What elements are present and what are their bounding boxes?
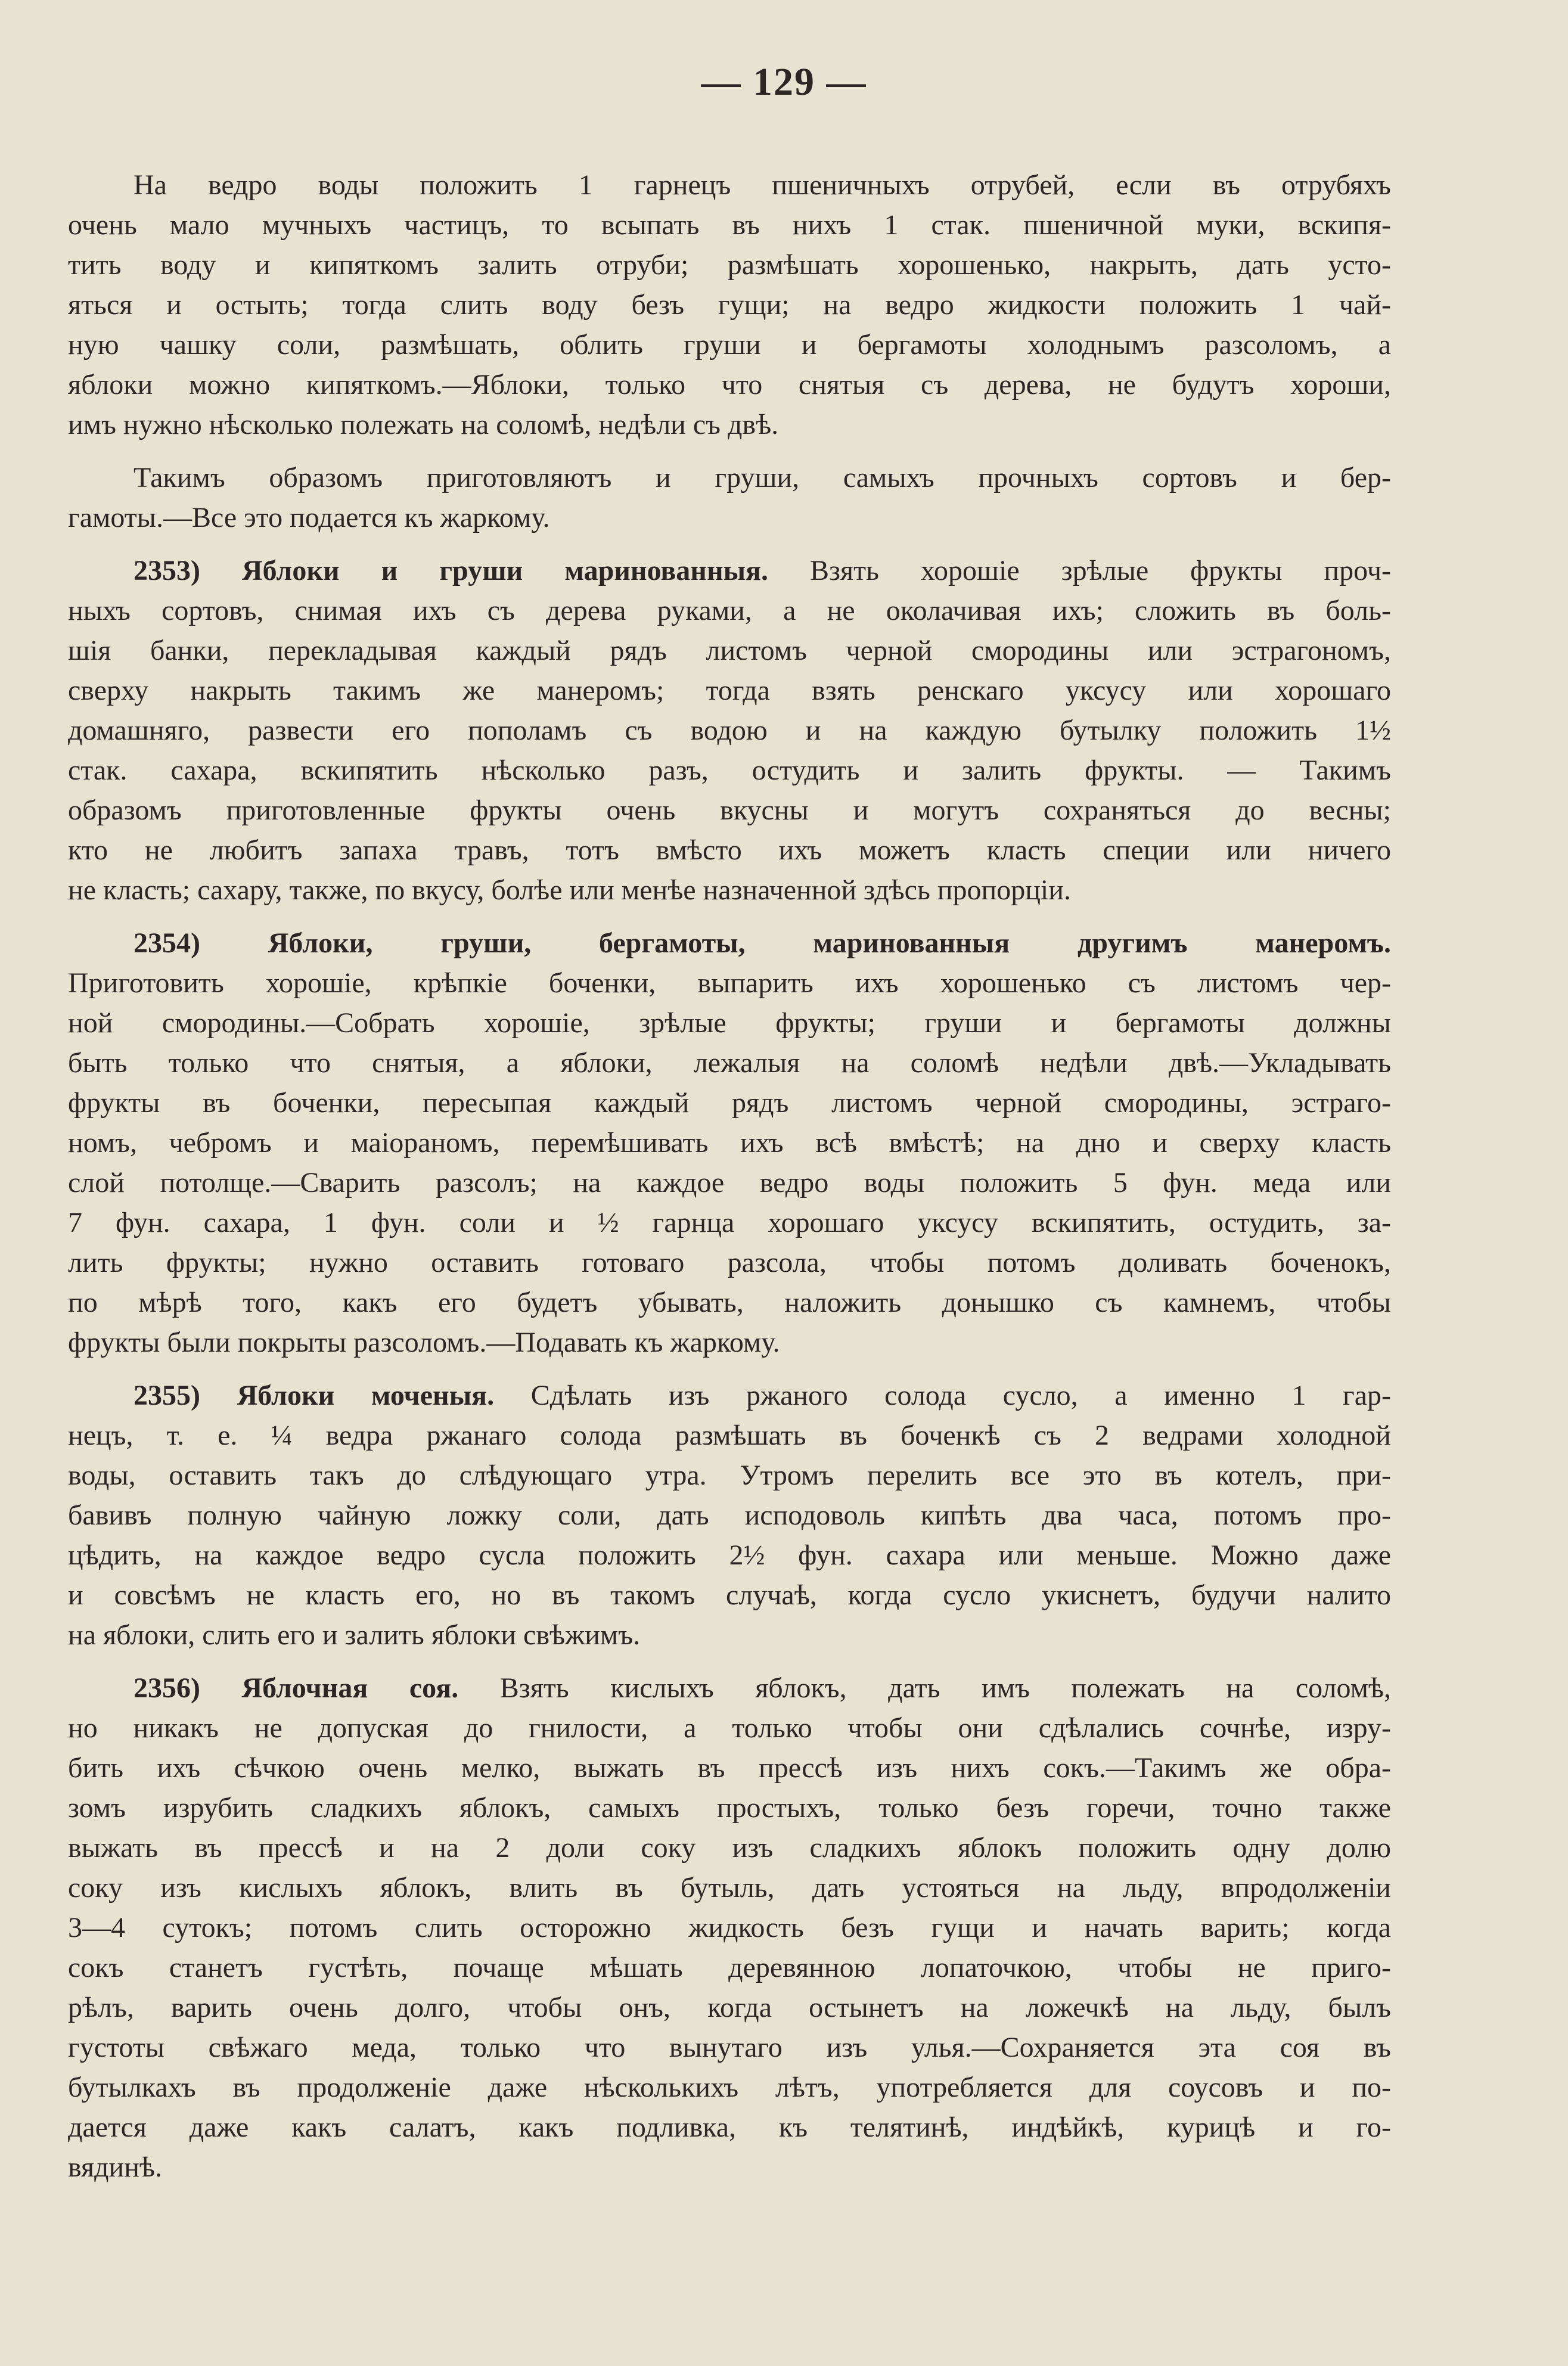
text-line (68, 1988, 1391, 2027)
recipe-title: 2354) Яблоки, груши, бергамоты, маринованныя другимъ манеромъ. (133, 927, 1391, 959)
line-text: фрукты въ боченки, пересыпая каждый рядъ листомъ черной смородины, эстраго- (68, 1087, 1391, 1119)
line-text: кто не любитъ запаха травъ, тотъ вмѣсто ихъ можетъ класть специи или ничего (68, 834, 1391, 866)
line-text: воды, оставить такъ до слѣдующаго утра. Утромъ перелить все это въ котелъ, при- (68, 1460, 1391, 1491)
text-line (68, 1708, 1391, 1748)
line-text: на яблоки, слить его и залить яблоки свѣжимъ. (68, 1619, 641, 1651)
text-line (68, 1375, 1391, 1415)
line-text: шія банки, перекладывая каждый рядъ листомъ черной смородины или эстрагономъ, (68, 635, 1391, 666)
line-text: номъ, чебромъ и маіораномъ, перемѣшивать ихъ всѣ вмѣстѣ; на дно и сверху класть (68, 1127, 1391, 1159)
text-line (68, 165, 1391, 205)
text-line (68, 2147, 1391, 2187)
line-text: и совсѣмъ не класть его, но въ такомъ случаѣ, когда сусло укиснетъ, будучи налито (68, 1579, 1391, 1611)
line-text: сверху накрыть такимъ же манеромъ; тогда взять ренскаго уксусу или хорошаго (68, 675, 1391, 706)
text-line (68, 1868, 1391, 1908)
line-text: фрукты были покрыты разсоломъ.—Подавать къ жаркому. (68, 1327, 780, 1358)
text-line (68, 551, 1391, 591)
line-text: рѣлъ, варить очень долго, чтобы онъ, когда остынетъ на ложечкѣ на льду, былъ (68, 1992, 1391, 2023)
line-text: образомъ приготовленные фрукты очень вкусны и могутъ сохраняться до весны; (68, 794, 1391, 826)
text-line (68, 365, 1391, 405)
paragraph (68, 551, 1391, 910)
text-line (68, 1748, 1391, 1788)
text-line (68, 1283, 1391, 1322)
text-line (68, 1575, 1391, 1615)
text-line (68, 1455, 1391, 1495)
paragraph (68, 165, 1391, 445)
paragraph (68, 458, 1391, 538)
line-text: 3—4 сутокъ; потомъ слить осторожно жидкость безъ гущи и начать варить; когда (68, 1912, 1391, 1943)
text-line (68, 670, 1391, 710)
line-text: быть только что снятыя, а яблоки, лежалыя на соломѣ недѣли двѣ.—Укладывать (68, 1047, 1391, 1079)
text-line (68, 2107, 1391, 2147)
text-line (68, 591, 1391, 631)
text-line (68, 1203, 1391, 1243)
line-text: 7 фун. сахара, 1 фун. соли и ½ гарнца хорошаго уксусу вскипятить, остудить, за- (68, 1207, 1391, 1238)
body-text (68, 165, 1391, 2200)
line-text: выжать въ прессѣ и на 2 доли соку изъ сладкихъ яблокъ положить одну долю (68, 1832, 1391, 1864)
line-text: дается даже какъ салатъ, какъ подливка, къ телятинѣ, индѣйкѣ, курицѣ и го- (68, 2112, 1391, 2143)
line-text: бавивъ полную чайную ложку соли, дать исподоволь кипѣть два часа, потомъ про- (68, 1499, 1391, 1531)
paragraph (68, 1668, 1391, 2187)
line-text: бить ихъ сѣчкою очень мелко, выжать въ прессѣ изъ нихъ сокъ.—Такимъ же обра- (68, 1752, 1391, 1784)
line-text: гамоты.—Все это подается къ жаркому. (68, 502, 550, 533)
line-text: зомъ изрубить сладкихъ яблокъ, самыхъ простыхъ, только безъ горечи, точно также (68, 1792, 1391, 1824)
line-text: ной смородины.—Собрать хорошіе, зрѣлые фрукты; груши и бергамоты должны (68, 1007, 1391, 1039)
line-text: Приготовить хорошіе, крѣпкіе боченки, выпарить ихъ хорошенько съ листомъ чер- (68, 967, 1391, 999)
text-line (68, 1083, 1391, 1123)
text-line (68, 285, 1391, 325)
line-text: соку изъ кислыхъ яблокъ, влить въ бутыль, дать устояться на льду, впродолженіи (68, 1872, 1391, 1904)
text-line (68, 1495, 1391, 1535)
line-text: яться и остыть; тогда слить воду безъ гущи; на ведро жидкости положить 1 чай- (68, 289, 1391, 321)
paragraph (68, 1375, 1391, 1655)
text-line (68, 1043, 1391, 1083)
text-line (68, 1003, 1391, 1043)
text-line (68, 1668, 1391, 1708)
line-text: по мѣрѣ того, какъ его будетъ убывать, наложить донышко съ камнемъ, чтобы (68, 1287, 1391, 1318)
text-line (68, 1615, 1391, 1655)
text-line (68, 870, 1391, 910)
text-line (68, 1908, 1391, 1948)
text-line (68, 750, 1391, 790)
text-line (68, 631, 1391, 670)
text-line (68, 1322, 1391, 1362)
line-text: очень мало мучныхъ частицъ, то всыпать въ нихъ 1 стак. пшеничной муки, вскипя- (68, 209, 1391, 241)
line-text: ную чашку соли, размѣшать, облить груши и бергамоты холоднымъ разсоломъ, а (68, 329, 1391, 361)
text-line (68, 923, 1391, 963)
text-line (68, 2027, 1391, 2067)
line-text: Взять хорошіе зрѣлые фрукты проч- (810, 555, 1391, 586)
recipe-title: 2355) Яблоки моченыя. (133, 1380, 495, 1411)
line-text: густоты свѣжаго меда, только что вынутаго изъ улья.—Сохраняется эта соя въ (68, 2032, 1391, 2063)
text-line (68, 1163, 1391, 1203)
text-line (68, 710, 1391, 750)
line-text: лить фрукты; нужно оставить готоваго разсола, чтобы потомъ доливать боченокъ, (68, 1247, 1391, 1278)
text-line (68, 1788, 1391, 1828)
line-text: бутылкахъ въ продолженіе даже нѣсколькихъ лѣтъ, употребляется для соусовъ и по- (68, 2072, 1391, 2103)
recipe-title: 2356) Яблочная соя. (133, 1672, 459, 1704)
line-text: цѣдить, на каждое ведро сусла положить 2½ фун. сахара или меньше. Можно даже (68, 1539, 1391, 1571)
text-line (68, 205, 1391, 245)
text-line (68, 325, 1391, 365)
text-line (68, 1243, 1391, 1283)
line-text: сокъ станетъ густѣть, почаще мѣшать деревянною лопаточкою, чтобы не приго- (68, 1952, 1391, 1983)
line-text: ныхъ сортовъ, снимая ихъ съ дерева руками, а не околачивая ихъ; сложить въ боль- (68, 595, 1391, 626)
line-text: вядинѣ. (68, 2151, 162, 2183)
text-line (68, 1828, 1391, 1868)
text-line (68, 1415, 1391, 1455)
line-text: Сдѣлать изъ ржаного солода сусло, а именно 1 гар- (530, 1380, 1391, 1411)
recipe-title: 2353) Яблоки и груши маринованныя. (133, 555, 769, 586)
line-text: но никакъ не допуская до гнилости, а только чтобы они сдѣлались сочнѣе, изру- (68, 1712, 1391, 1744)
text-line (68, 1535, 1391, 1575)
text-line (68, 963, 1391, 1003)
line-text: На ведро воды положить 1 гарнецъ пшеничныхъ отрубей, если въ отрубяхъ (133, 169, 1391, 201)
line-text: яблоки можно кипяткомъ.—Яблоки, только что снятыя съ дерева, не будутъ хороши, (68, 369, 1391, 400)
text-line (68, 790, 1391, 830)
text-line (68, 1123, 1391, 1163)
line-text: нецъ, т. е. ¼ ведра ржанаго солода размѣшать въ боченкѣ съ 2 ведрами холодной (68, 1420, 1391, 1451)
line-text: не класть; сахару, также, по вкусу, болѣе или менѣе назначенной здѣсь пропорціи. (68, 874, 1071, 906)
line-text: Взять кислыхъ яблокъ, дать имъ полежать на соломѣ, (499, 1672, 1391, 1704)
line-text: слой потолще.—Сварить разсолъ; на каждое ведро воды положить 5 фун. меда или (68, 1167, 1391, 1198)
line-text: тить воду и кипяткомъ залить отруби; размѣшать хорошенько, накрыть, дать усто- (68, 249, 1391, 281)
text-line (68, 2067, 1391, 2107)
paragraph (68, 923, 1391, 1362)
text-line (68, 405, 1391, 445)
text-line (68, 245, 1391, 285)
text-line (68, 1948, 1391, 1988)
line-text: Такимъ образомъ приготовляютъ и груши, самыхъ прочныхъ сортовъ и бер- (133, 462, 1391, 493)
line-text: имъ нужно нѣсколько полежать на соломѣ, недѣли съ двѣ. (68, 409, 779, 440)
text-line (68, 830, 1391, 870)
page-number: — 129 — (701, 60, 867, 104)
text-line (68, 498, 1391, 538)
text-line (68, 458, 1391, 498)
line-text: домашняго, развести его пополамъ съ водою и на каждую бутылку положить 1½ (68, 715, 1391, 746)
line-text: стак. сахара, вскипятить нѣсколько разъ, остудить и залить фрукты. — Такимъ (68, 754, 1391, 786)
